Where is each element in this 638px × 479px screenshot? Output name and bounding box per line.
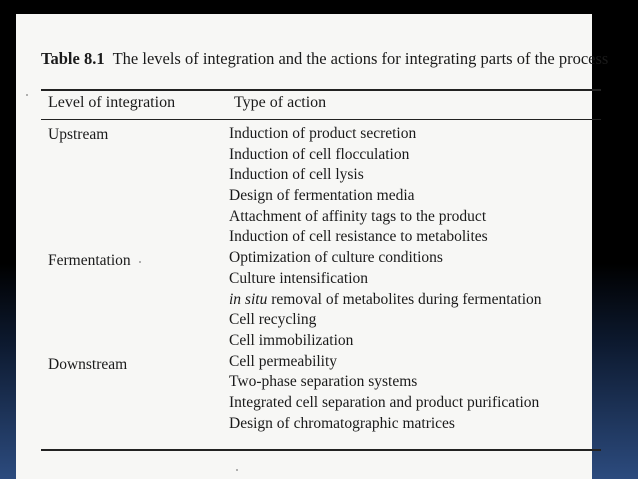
scan-speck: [139, 261, 141, 263]
action-item: Design of fermentation media: [229, 187, 415, 205]
table-header-rule: [41, 119, 601, 120]
level-fermentation: Fermentation: [48, 252, 131, 269]
table-bottom-rule: [41, 449, 601, 451]
document-page: [16, 14, 609, 479]
column-header-level: Level of integration: [48, 94, 176, 111]
action-item: Cell recycling: [229, 311, 317, 329]
action-item: Cell permeability: [229, 352, 338, 370]
action-item: Induction of product secretion: [229, 125, 417, 142]
action-text: removal of metabolites during fermentation: [271, 290, 542, 308]
table-label: Table 8.1: [41, 49, 105, 68]
action-list: [229, 124, 542, 434]
scan-speck: [236, 469, 238, 471]
table-top-rule: [41, 89, 601, 91]
action-item: Induction of cell resistance to metabolites: [229, 228, 488, 246]
action-item: Cell immobilization: [229, 331, 354, 349]
action-item: Two-phase separation systems: [229, 373, 418, 391]
level-upstream: Upstream: [48, 126, 109, 143]
action-item: Design of chromatographic matrices: [229, 414, 455, 432]
action-item: Optimization of culture conditions: [229, 249, 443, 267]
action-item: Induction of cell lysis: [229, 166, 364, 184]
action-item: Induction of cell flocculation: [229, 145, 410, 163]
table-caption-text: The levels of integration and the actions for integrating parts of the process: [112, 49, 609, 68]
level-downstream: Downstream: [48, 356, 128, 373]
column-header-action: Type of action: [234, 94, 327, 111]
action-item: Integrated cell separation and product purification: [229, 393, 540, 411]
table-caption: [41, 49, 609, 69]
italic-prefix: in situ: [229, 290, 268, 308]
scan-speck: [26, 94, 28, 96]
action-item: [229, 290, 542, 311]
action-item: Culture intensification: [229, 269, 369, 287]
action-item: Attachment of affinity tags to the product: [229, 207, 487, 225]
